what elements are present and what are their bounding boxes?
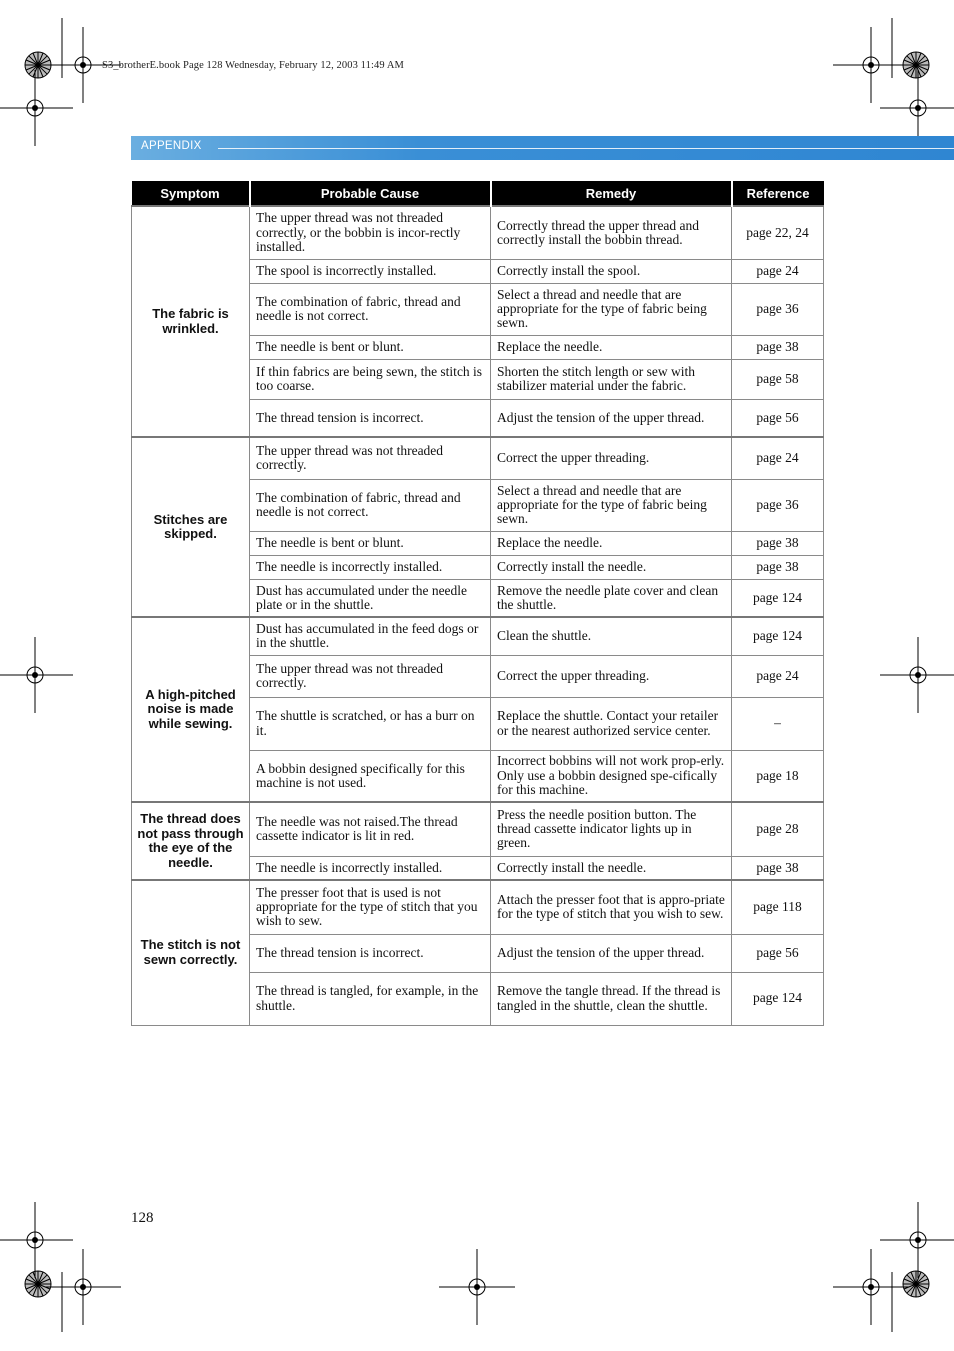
reference-cell: page 38 xyxy=(732,555,824,579)
reference-cell: page 124 xyxy=(732,617,824,655)
reference-cell: page 24 xyxy=(732,259,824,283)
reference-cell: page 56 xyxy=(732,934,824,972)
symptom-cell: The stitch is not sewn correctly. xyxy=(132,880,250,1025)
remedy-cell: Remove the tangle thread. If the thread is tangled in the shuttle, clean the shuttle. xyxy=(491,972,732,1025)
reference-cell: page 36 xyxy=(732,283,824,335)
table-row xyxy=(132,617,824,655)
remedy-cell: Replace the needle. xyxy=(491,335,732,359)
remedy-cell: Remove the needle plate cover and clean the shuttle. xyxy=(491,579,732,617)
remedy-cell: Press the needle position button. The thread cassette indicator lights up in green. xyxy=(491,802,732,856)
symptom-cell: Stitches are skipped. xyxy=(132,437,250,617)
cause-cell: The presser foot that is used is not appropriate for the type of stitch that you wish to sew. xyxy=(250,880,491,934)
reference-cell: page 58 xyxy=(732,359,824,399)
remedy-cell: Correctly install the needle. xyxy=(491,856,732,880)
remedy-cell: Attach the presser foot that is appro-priate for the type of stitch that you wish to sew. xyxy=(491,880,732,934)
file-info: S3_brotherE.book Page 128 Wednesday, February 12, 2003 11:49 AM xyxy=(102,60,404,71)
remedy-cell: Replace the shuttle. Contact your retailer or the nearest authorized service center. xyxy=(491,697,732,750)
reference-cell: page 38 xyxy=(732,531,824,555)
reference-cell: page 124 xyxy=(732,579,824,617)
remedy-cell: Correctly thread the upper thread and correctly install the bobbin thread. xyxy=(491,206,732,259)
remedy-cell: Clean the shuttle. xyxy=(491,617,732,655)
reference-cell: page 38 xyxy=(732,856,824,880)
remedy-cell: Select a thread and needle that are appropriate for the type of fabric being sewn. xyxy=(491,479,732,531)
cause-cell: The needle is incorrectly installed. xyxy=(250,856,491,880)
cause-cell: The needle was not raised.The thread cassette indicator is lit in red. xyxy=(250,802,491,856)
cause-cell: The spool is incorrectly installed. xyxy=(250,259,491,283)
table-row xyxy=(132,880,824,934)
table-row xyxy=(132,802,824,856)
reference-cell: page 118 xyxy=(732,880,824,934)
remedy-cell: Correctly install the needle. xyxy=(491,555,732,579)
reference-cell: page 18 xyxy=(732,750,824,802)
reference-cell: page 28 xyxy=(732,802,824,856)
remedy-cell: Adjust the tension of the upper thread. xyxy=(491,934,732,972)
cause-cell: If thin fabrics are being sewn, the stitch is too coarse. xyxy=(250,359,491,399)
reference-cell: – xyxy=(732,697,824,750)
cause-cell: The upper thread was not threaded correctly. xyxy=(250,655,491,697)
reference-cell: page 36 xyxy=(732,479,824,531)
reference-cell: page 24 xyxy=(732,655,824,697)
cause-cell: The thread tension is incorrect. xyxy=(250,399,491,437)
cause-cell: The combination of fabric, thread and needle is not correct. xyxy=(250,479,491,531)
symptom-cell: The fabric is wrinkled. xyxy=(132,206,250,437)
reference-cell: page 22, 24 xyxy=(732,206,824,259)
column-header: Remedy xyxy=(491,181,732,206)
troubleshooting-table xyxy=(131,181,824,1026)
reference-cell: page 56 xyxy=(732,399,824,437)
table-row xyxy=(132,206,824,259)
reference-cell: page 38 xyxy=(732,335,824,359)
remedy-cell: Correct the upper threading. xyxy=(491,655,732,697)
cause-cell: The shuttle is scratched, or has a burr on it. xyxy=(250,697,491,750)
section-title: APPENDIX xyxy=(141,140,202,152)
cause-cell: The upper thread was not threaded correctly. xyxy=(250,437,491,479)
cause-cell: The thread is tangled, for example, in the shuttle. xyxy=(250,972,491,1025)
symptom-cell: A high-pitched noise is made while sewing. xyxy=(132,617,250,802)
reference-cell: page 124 xyxy=(732,972,824,1025)
table-header-row xyxy=(132,181,824,206)
page-number: 128 xyxy=(131,1210,154,1226)
remedy-cell: Incorrect bobbins will not work prop-erly. Only use a bobbin designed spe-cifically for this machine. xyxy=(491,750,732,802)
column-header: Reference xyxy=(732,181,824,206)
remedy-cell: Adjust the tension of the upper thread. xyxy=(491,399,732,437)
remedy-cell: Shorten the stitch length or sew with stabilizer material under the fabric. xyxy=(491,359,732,399)
cause-cell: A bobbin designed specifically for this machine is not used. xyxy=(250,750,491,802)
remedy-cell: Replace the needle. xyxy=(491,531,732,555)
remedy-cell: Select a thread and needle that are appropriate for the type of fabric being sewn. xyxy=(491,283,732,335)
cause-cell: The needle is incorrectly installed. xyxy=(250,555,491,579)
remedy-cell: Correct the upper threading. xyxy=(491,437,732,479)
symptom-cell: The thread does not pass through the eye of the needle. xyxy=(132,802,250,880)
cause-cell: The upper thread was not threaded correctly, or the bobbin is incor-rectly installed. xyxy=(250,206,491,259)
section-rule xyxy=(218,148,954,149)
cause-cell: The thread tension is incorrect. xyxy=(250,934,491,972)
reference-cell: page 24 xyxy=(732,437,824,479)
cause-cell: The combination of fabric, thread and needle is not correct. xyxy=(250,283,491,335)
cause-cell: The needle is bent or blunt. xyxy=(250,531,491,555)
column-header: Symptom xyxy=(132,181,250,206)
table-row xyxy=(132,437,824,479)
column-header: Probable Cause xyxy=(250,181,491,206)
remedy-cell: Correctly install the spool. xyxy=(491,259,732,283)
cause-cell: Dust has accumulated in the feed dogs or in the shuttle. xyxy=(250,617,491,655)
section-band xyxy=(131,136,954,160)
cause-cell: Dust has accumulated under the needle plate or in the shuttle. xyxy=(250,579,491,617)
cause-cell: The needle is bent or blunt. xyxy=(250,335,491,359)
